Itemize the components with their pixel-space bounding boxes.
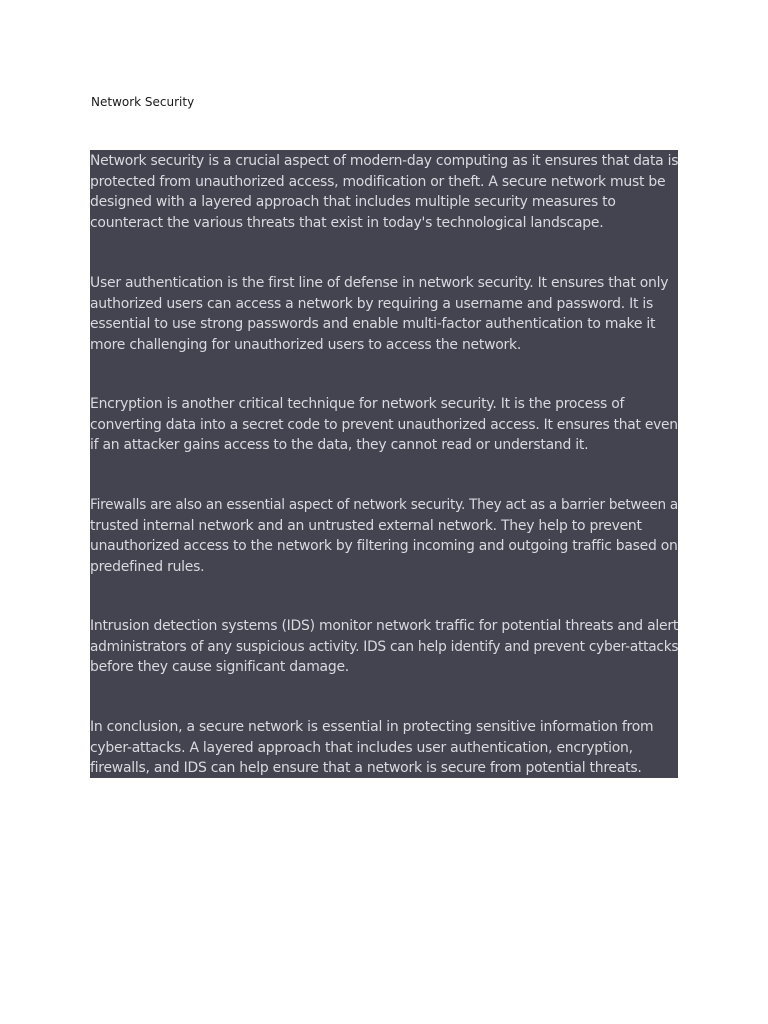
paragraph-firewalls (90, 495, 680, 577)
text-line: essential to use strong passwords and enable multi-factor authentication to make it (90, 316, 656, 333)
text-line: authorized users can access a network by requiring a username and password. It is (90, 295, 654, 312)
text-line: trusted internal network and an untrusted external network. They help to prevent (90, 517, 642, 534)
text-line: Intrusion detection systems (IDS) monitor network traffic for potential threats and alert (90, 618, 679, 634)
text-line: protected from unauthorized access, modification or theft. A secure network must be (90, 173, 666, 190)
text-line: counteract the various threats that exist in today's technological landscape. (90, 214, 604, 231)
paragraph-intrusion-detection (90, 616, 680, 678)
document-title: Network Security (91, 95, 195, 109)
text-line: administrators of any suspicious activity. IDS can help identify and prevent cyber-attacks (90, 638, 679, 655)
text-line: predefined rules. (90, 558, 205, 575)
text-line: In conclusion, a secure network is essential in protecting sensitive information from (90, 719, 654, 735)
text-line: User authentication is the first line of defense in network security. It ensures that only (90, 275, 669, 291)
text-line: more challenging for unauthorized users to access the network. (90, 336, 522, 353)
text-line: unauthorized access to the network by filtering incoming and outgoing traffic based on (90, 538, 678, 555)
highlighted-text-block (90, 150, 678, 778)
paragraph-user-authentication (90, 273, 680, 355)
text-line: if an attacker gains access to the data, they cannot read or understand it. (90, 437, 589, 454)
text-line: Encryption is another critical technique for network security. It is the process of (90, 396, 625, 412)
text-line: before they cause significant damage. (90, 659, 349, 676)
text-line: designed with a layered approach that includes multiple security measures to (90, 194, 616, 211)
text-line: firewalls, and IDS can help ensure that a network is secure from potential threats. (90, 760, 642, 777)
paragraph-conclusion (90, 717, 680, 779)
text-line: converting data into a secret code to prevent unauthorized access. It ensures that even (90, 416, 678, 433)
paragraph-encryption (90, 394, 680, 456)
text-line: Network security is a crucial aspect of modern-day computing as it ensures that data is (90, 153, 679, 169)
text-line: Firewalls are also an essential aspect of network security. They act as a barrier between a (90, 497, 678, 513)
text-line: cyber-attacks. A layered approach that includes user authentication, encryption, (90, 739, 633, 756)
paragraph-introduction (90, 151, 680, 233)
